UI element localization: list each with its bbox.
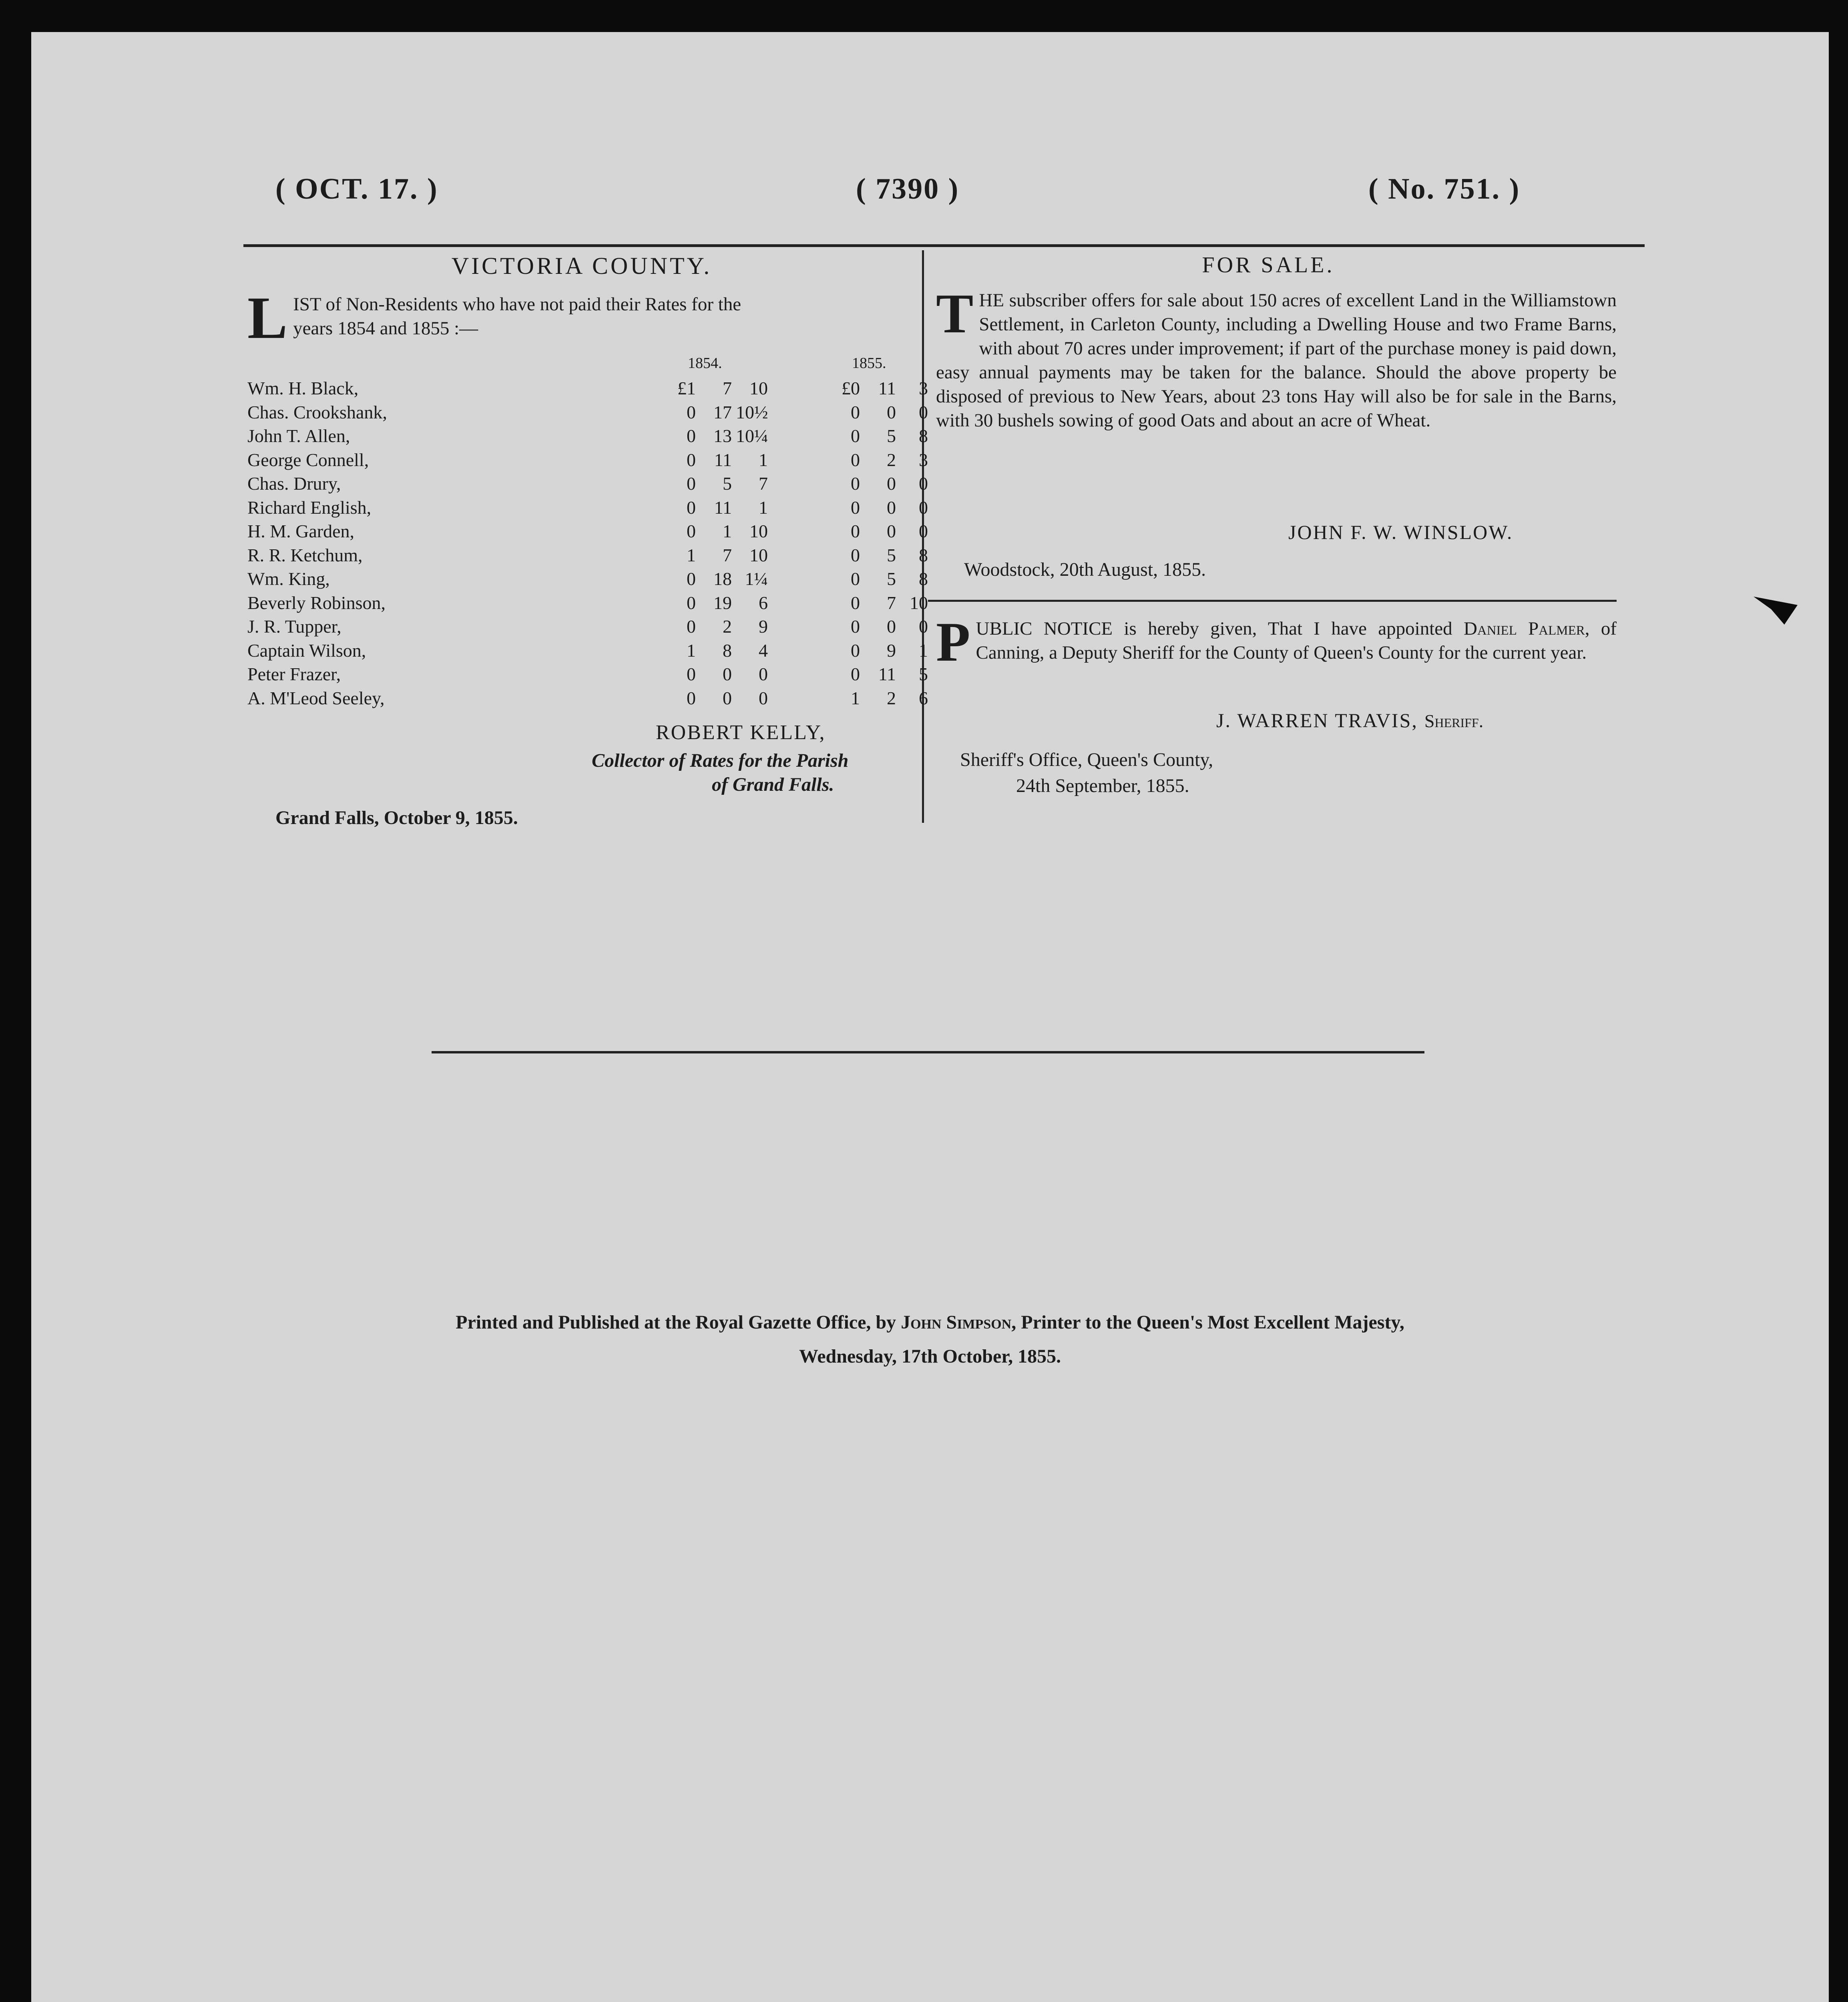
amount-1854-pence: 4	[759, 640, 768, 661]
amount-1854-pounds: 0	[687, 426, 696, 446]
amount-1854-pence: 0	[759, 687, 768, 708]
amount-1855-pence: 0	[919, 521, 928, 541]
amount-1854-shillings: 1	[723, 521, 732, 541]
row-name: John T. Allen,	[247, 426, 350, 446]
amount-1855-shillings: 5	[887, 426, 896, 446]
amount-1855-pounds: 0	[851, 569, 860, 589]
amount-1854-shillings: 7	[723, 545, 732, 565]
table-row	[247, 686, 928, 710]
table-row	[247, 543, 928, 567]
amount-1854-shillings: 11	[714, 449, 732, 470]
amount-1855-shillings: 0	[887, 616, 896, 637]
amount-1855-shillings: 5	[887, 545, 896, 565]
amount-1854-pence: 1¼	[745, 569, 768, 589]
col-header-1854: 1854.	[688, 355, 722, 372]
public-notice-appointee: Daniel Palmer	[1463, 618, 1585, 639]
row-name: Beverly Robinson,	[247, 592, 386, 613]
amount-1854-pounds: 0	[687, 449, 696, 470]
amount-1854-pounds: 0	[687, 592, 696, 613]
victoria-place-date: Grand Falls, October 9, 1855.	[275, 807, 518, 828]
imprint-line-2: Wednesday, 17th October, 1855.	[799, 1346, 1061, 1367]
amount-1854-pence: 10	[749, 545, 768, 565]
row-name: H. M. Garden,	[247, 521, 354, 541]
row-name: Peter Frazer,	[247, 664, 341, 684]
amount-1854-shillings: 18	[713, 569, 732, 589]
amount-1855-shillings: 9	[887, 640, 896, 661]
amount-1855-pence: 0	[919, 497, 928, 518]
amount-1855-pence: 0	[919, 616, 928, 637]
amount-1855-pence: 8	[919, 569, 928, 589]
amount-1855-pounds: 0	[851, 521, 860, 541]
amount-1854-shillings: 11	[714, 497, 732, 518]
row-name: Chas. Crookshank,	[247, 402, 387, 422]
row-name: Wm. King,	[247, 569, 330, 589]
amount-1854-pence: 9	[759, 616, 768, 637]
row-name: Wm. H. Black,	[247, 378, 359, 398]
amount-1854-pence: 10	[749, 521, 768, 541]
table-row	[247, 472, 928, 496]
public-notice-body	[936, 611, 1617, 673]
for-sale-title: FOR SALE.	[1202, 253, 1335, 277]
public-notice-dropcap: P	[936, 611, 970, 673]
row-name: Chas. Drury,	[247, 473, 341, 494]
public-notice-office: Sheriff's Office, Queen's County,	[960, 749, 1213, 770]
amount-1854-pence: 1	[759, 449, 768, 470]
amount-1855-pence: 10	[910, 592, 928, 613]
amount-1854-shillings: 5	[723, 473, 732, 494]
amount-1854-shillings: 8	[723, 640, 732, 661]
victoria-intro-line1: IST of Non-Residents who have not paid their Rates for the	[293, 294, 741, 315]
col-header-1855: 1855.	[852, 355, 886, 372]
header-rule	[243, 244, 1645, 247]
row-name: J. R. Tupper,	[247, 616, 341, 637]
closing-rule	[432, 1051, 1424, 1053]
public-notice-date: 24th September, 1855.	[1016, 775, 1189, 796]
amount-1855-pounds: 0	[851, 473, 860, 494]
table-row	[247, 567, 928, 591]
amount-1854-pounds: 0	[687, 521, 696, 541]
header-page-number: ( 7390 )	[856, 173, 960, 205]
amount-1854-shillings: 17	[713, 402, 732, 422]
amount-1855-pounds: 0	[851, 449, 860, 470]
for-sale-signer: JOHN F. W. WINSLOW.	[1288, 521, 1513, 543]
amount-1855-pence: 0	[919, 402, 928, 422]
amount-1855-pounds: 0	[851, 497, 860, 518]
amount-1855-pence: 0	[919, 473, 928, 494]
amount-1854-pence: 0	[759, 664, 768, 684]
table-row	[247, 424, 928, 448]
amount-1855-pounds: 1	[851, 687, 860, 708]
amount-1855-pounds: 0	[851, 616, 860, 637]
amount-1854-shillings: 13	[713, 426, 732, 446]
row-name: George Connell,	[247, 449, 369, 470]
amount-1854-pounds: 0	[687, 473, 696, 494]
amount-1854-pence: 7	[759, 473, 768, 494]
victoria-signer-role-1: Collector of Rates for the Parish	[592, 750, 849, 771]
amount-1855-shillings: 2	[887, 687, 896, 708]
row-name: A. M'Leod Seeley,	[247, 687, 385, 708]
imprint-text-b: , Printer to the Queen's Most Excellent Majesty,	[1011, 1312, 1404, 1333]
amount-1855-pounds: 0	[851, 640, 860, 661]
victoria-dropcap: L	[247, 285, 288, 351]
header-date: ( OCT. 17. )	[275, 173, 438, 205]
table-row	[247, 615, 928, 639]
amount-1854-pence: 10½	[736, 402, 768, 422]
victoria-intro-line2: years 1854 and 1855 :—	[293, 318, 478, 339]
amount-1854-pence: 10	[749, 378, 768, 398]
gazette-page	[31, 32, 1829, 2002]
public-notice-signature	[1216, 709, 1483, 732]
amount-1855-shillings: 0	[887, 497, 896, 518]
amount-1855-pounds: 0	[851, 402, 860, 422]
amount-1854-pence: 1	[759, 497, 768, 518]
victoria-intro	[247, 285, 920, 351]
amount-1854-pounds: 1	[687, 640, 696, 661]
row-name: Captain Wilson,	[247, 640, 366, 661]
amount-1855-shillings: 2	[887, 449, 896, 470]
victoria-title: VICTORIA COUNTY.	[451, 253, 712, 279]
amount-1855-shillings: 5	[887, 569, 896, 589]
row-name: Richard English,	[247, 497, 372, 518]
table-row	[247, 519, 928, 543]
amount-1854-shillings: 0	[723, 664, 732, 684]
table-row	[247, 591, 928, 615]
amount-1854-pounds: 1	[687, 545, 696, 565]
amount-1854-pence: 6	[759, 592, 768, 613]
table-row	[247, 400, 928, 424]
amount-1854-pounds: 0	[687, 687, 696, 708]
amount-1855-shillings: 0	[887, 473, 896, 494]
amount-1854-shillings: 2	[723, 616, 732, 637]
amount-1855-pence: 6	[919, 687, 928, 708]
header-issue-number: ( No. 751. )	[1368, 173, 1521, 205]
amount-1854-shillings: 0	[723, 687, 732, 708]
victoria-signer: ROBERT KELLY,	[656, 721, 826, 744]
amount-1855-pounds: 0	[851, 592, 860, 613]
table-row	[247, 496, 928, 520]
amount-1855-shillings: 7	[887, 592, 896, 613]
amount-1854-pounds: 0	[687, 664, 696, 684]
rates-table	[247, 376, 928, 710]
amount-1855-pence: 5	[919, 664, 928, 684]
amount-1854-shillings: 7	[723, 378, 732, 398]
amount-1855-pence: 1	[919, 640, 928, 661]
table-row	[247, 376, 928, 400]
amount-1855-shillings: 11	[878, 378, 896, 398]
imprint-text-a: Printed and Published at the Royal Gazette Office, by	[456, 1312, 896, 1333]
amount-1855-pounds: 0	[851, 426, 860, 446]
amount-1855-shillings: 11	[878, 664, 896, 684]
row-name: R. R. Ketchum,	[247, 545, 363, 565]
notice-separator-rule	[928, 600, 1617, 602]
amount-1855-pounds: 0	[851, 545, 860, 565]
amount-1854-pounds: 0	[687, 616, 696, 637]
amount-1854-shillings: 19	[713, 592, 732, 613]
amount-1854-pounds: 0	[687, 569, 696, 589]
for-sale-body	[936, 283, 1617, 432]
imprint-line-1	[31, 1311, 1829, 1333]
amount-1855-pence: 3	[919, 449, 928, 470]
public-notice-signer-title: Sheriff.	[1424, 711, 1484, 731]
amount-1855-pence: 8	[919, 545, 928, 565]
amount-1855-pounds: £0	[842, 378, 860, 398]
victoria-signer-role-2: of Grand Falls.	[712, 774, 834, 795]
amount-1855-pence: 8	[919, 426, 928, 446]
amount-1855-shillings: 0	[887, 521, 896, 541]
amount-1855-pence: 3	[919, 378, 928, 398]
amount-1854-pounds: 0	[687, 402, 696, 422]
amount-1854-pounds: 0	[687, 497, 696, 518]
for-sale-place-date: Woodstock, 20th August, 1855.	[964, 559, 1206, 580]
public-notice-signer: J. WARREN TRAVIS,	[1216, 709, 1418, 732]
public-notice-rest: , of Canning, a Deputy Sheriff for the County of Queen's County for the current year.	[976, 618, 1617, 663]
for-sale-text: HE subscriber offers for sale about 150 acres of excellent Land in the Williamstown Settlement, in Carleton County, including a Dwelling House and two Frame Barns, with about 70 acres under improvement; if part of the purchase money is paid down, easy annual payments may be taken for the balance. Should the above property be disposed of previous to New Years, about 23 tons Hay will also be for sale in the Barns, with 30 bushels sowing of good Oats and about an acre of Wheat.	[936, 290, 1617, 431]
public-notice-lead: UBLIC NOTICE is hereby given, That I have appointed	[976, 618, 1452, 639]
amount-1855-pounds: 0	[851, 664, 860, 684]
imprint-printer-name: John Simpson	[901, 1312, 1012, 1333]
table-row	[247, 662, 928, 686]
table-row	[247, 639, 928, 663]
amount-1854-pounds: £1	[677, 378, 696, 398]
amount-1855-shillings: 0	[887, 402, 896, 422]
table-row	[247, 448, 928, 472]
for-sale-dropcap: T	[936, 283, 974, 345]
amount-1854-pence: 10¼	[736, 426, 768, 446]
